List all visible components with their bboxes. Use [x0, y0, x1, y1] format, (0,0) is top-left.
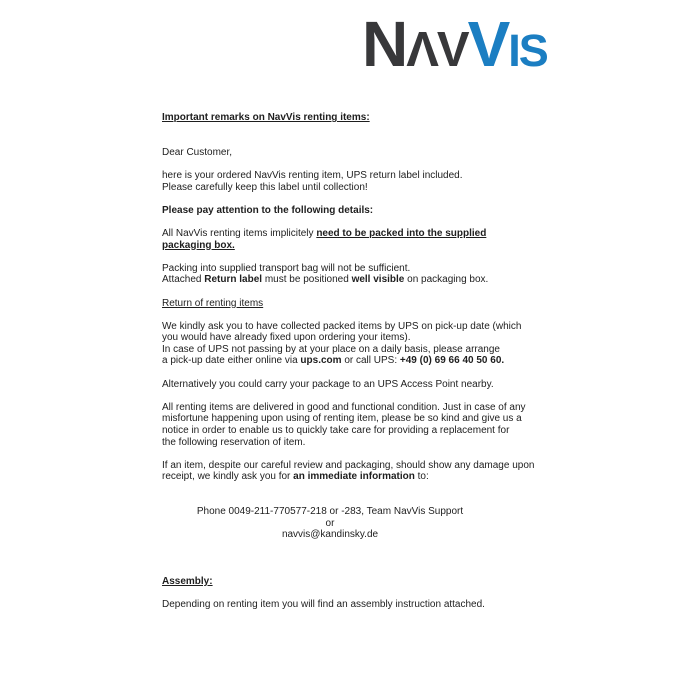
- text-line: you would have already fixed upon ordering your items).: [162, 332, 411, 344]
- bold-run: Return label: [204, 274, 263, 286]
- text-run: Attached: [162, 274, 205, 286]
- contact-email: navvis@kandinsky.de: [281, 529, 379, 541]
- attention-heading: Please pay attention to the following details:: [162, 204, 374, 216]
- text-line: [162, 240, 562, 252]
- text-run: a pick-up date either online via: [162, 355, 301, 367]
- paragraph-condition: [162, 402, 562, 448]
- text-line: [162, 355, 562, 367]
- salutation: Dear Customer,: [162, 146, 233, 158]
- paragraph-intro: [162, 170, 562, 193]
- contact-block: [162, 506, 498, 541]
- doc-main-heading: Important remarks on NavVis renting items:: [162, 112, 370, 123]
- logo-letter-s: S: [518, 25, 547, 76]
- letter-body: [162, 112, 562, 611]
- text-line: In case of UPS not passing by at your place on a daily basis, please arrange: [162, 343, 500, 355]
- bold-run-ups-phone: +49 (0) 69 66 40 50 60.: [399, 355, 505, 367]
- text-line: We kindly ask you to have collected packed items by UPS on pick-up date (which: [162, 320, 522, 332]
- paragraph-return-label: [162, 263, 562, 286]
- logo-letter-i: I: [508, 25, 519, 76]
- text-run: All NavVis renting items implicitely: [162, 227, 317, 239]
- bold-underline-run: need to be packed into the supplied: [316, 227, 487, 239]
- text-line: notice in order to enable us to quickly take care for providing a replacement for: [162, 425, 510, 437]
- text-run: on packaging box.: [404, 274, 489, 286]
- text-run: receipt, we kindly ask you for: [162, 471, 294, 483]
- bold-underline-run: packaging box.: [162, 239, 235, 251]
- text-line: here is your ordered NavVis renting item, UPS return label included.: [162, 169, 463, 181]
- text-line: [162, 228, 562, 240]
- text-line: misfortune happening upon using of renting item, please be so kind and give us a: [162, 413, 522, 425]
- text-line: Packing into supplied transport bag will not be sufficient.: [162, 262, 411, 274]
- bold-run: well visible: [351, 274, 405, 286]
- text-line: Please carefully keep this label until collection!: [162, 181, 368, 193]
- paragraph-access-point: Alternatively you could carry your package to an UPS Access Point nearby.: [162, 378, 494, 390]
- logo-letter-a: Λ: [406, 23, 437, 77]
- paragraph-pickup: [162, 321, 562, 367]
- bold-run: an immediate information: [293, 471, 415, 483]
- text-line: All renting items are delivered in good and functional condition. Just in case of any: [162, 401, 526, 413]
- bold-run-ups-website: ups.com: [300, 355, 342, 367]
- text-line: [162, 471, 562, 483]
- text-line: the following reservation of item.: [162, 436, 306, 448]
- logo-letter-v2: V: [467, 8, 509, 80]
- text-line: [162, 274, 562, 286]
- text-run: must be positioned: [262, 274, 352, 286]
- paragraph-packing-requirement: [162, 228, 562, 251]
- text-run: to:: [414, 471, 429, 483]
- navvis-logo: [362, 8, 547, 88]
- paragraph-damage: [162, 460, 562, 483]
- contact-phone: Phone 0049-211-770577-218 or -283, Team NavVis Support: [196, 506, 464, 518]
- return-section-heading: Return of renting items: [162, 297, 264, 309]
- assembly-heading: Assembly:: [162, 575, 213, 587]
- logo-letter-v: V: [436, 23, 468, 77]
- assembly-text: Depending on renting item you will find an assembly instruction attached.: [162, 598, 485, 610]
- text-line: If an item, despite our careful review and packaging, should show any damage upon: [162, 459, 535, 471]
- logo-letter-n: N: [362, 8, 407, 80]
- contact-or: or: [325, 517, 335, 529]
- text-run: or call UPS:: [341, 355, 400, 367]
